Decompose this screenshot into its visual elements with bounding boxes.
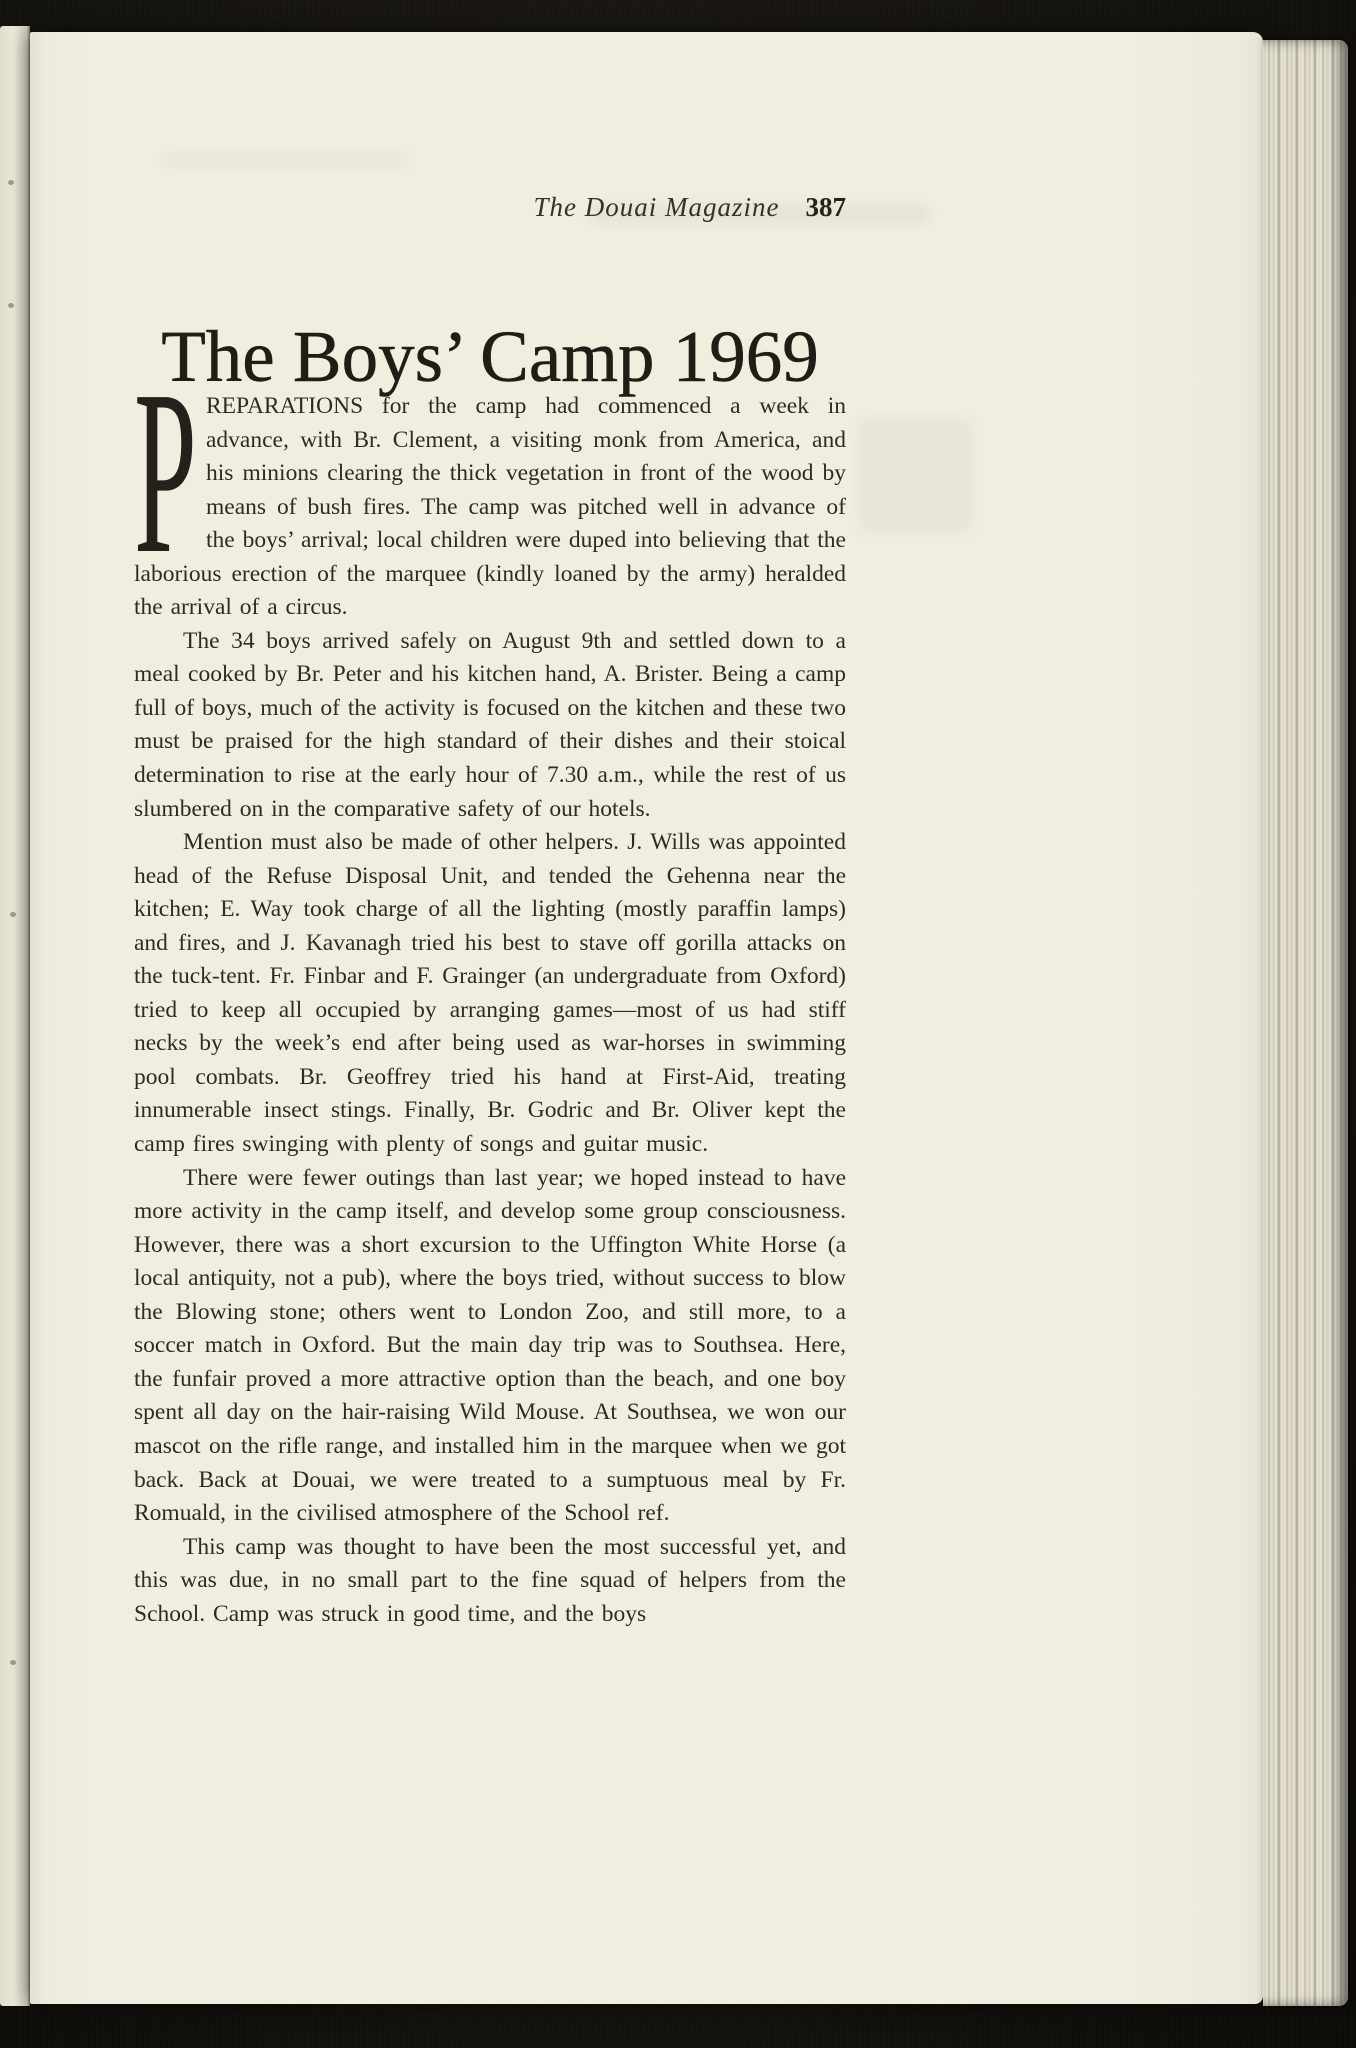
stitch-hole [10,912,16,917]
paragraph: This camp was thought to have been the most successful yet, and this was due, in no small part to the fine squad of helpers from the School. Camp was struck in good time, and the boys [134,1533,846,1627]
magazine-title: The Douai Magazine [533,192,780,222]
fore-edge-page-stack [1263,40,1348,2006]
show-through-smudge [160,152,410,168]
paragraph: Mention must also be made of other helpers. J. Wills was appointed head of the Refuse Disposal Unit, and tended the Gehenna near the kitchen; E. Way took charge of all the lighting (mostly paraffin lamps) and fires, and J. Kavanagh tried his best to stave off gorilla attacks on the tuck-tent. Fr. Finbar and F. Grainger (an undergraduate from Oxford) tried to keep all occupied by arranging games—most of us had stiff necks by the week’s end after being used as war-horses in swimming pool combats. Br. Geoffrey tried his hand at First-Aid, treating innumerable insect stings. Finally, Br. Godric and Br. Oliver kept the camp fires swinging with plenty of songs and guitar music. [134,829,846,1158]
paragraph: There were fewer outings than last year; we hoped instead to have more activity in the camp itself, and develop some group consciousness. However, there was a short excursion to the Uffington White Horse (a local antiquity, not a pub), where the boys tried, without success to blow the Blowing stone; others went to London Zoo, and still more, to a soccer match in Oxford. But the main day trip was to Southsea. Here, the funfair proved a more attractive option than the beach, and one boy spent all day on the hair-raising Wild Mouse. At Southsea, we won our mascot on the rifle range, and installed him in the marquee when we got back. Back at Douai, we were treated to a sumptuous meal by Fr. Romuald, in the civilised atmosphere of the School ref. [134,1164,846,1527]
facing-page-edge [0,26,30,2006]
running-head [134,192,846,223]
drop-cap: P [134,342,197,602]
stitch-hole [8,180,14,185]
show-through-smudge [858,418,973,533]
magazine-page [30,32,1263,2004]
paragraph-text: REPARATIONS for the camp had commenced a week in advance, with Br. Clement, a visiting monk from America, and his minions clearing the thick vegetation in front of the wood by means of bush fires. The camp was pitched well in advance of the boys’ arrival; local children were duped into believing that the laborious erection of the marquee (kindly loaned by the army) heralded the arrival of a circus. [134,393,846,621]
article-title: The Boys’ Camp 1969 [161,315,819,397]
paragraph: The 34 boys arrived safely on August 9th and settled down to a meal cooked by Br. Peter and his kitchen hand, A. Brister. Being a camp full of boys, much of the activity is focused on the kitchen and these two must be praised for the high standard of their dishes and their stoical determination to rise at the early hour of 7.30 a.m., while the rest of us slumbered on in the comparative safety of our hotels. [134,627,846,822]
stitch-hole [10,1660,16,1665]
page-number: 387 [805,192,846,222]
stitch-hole [8,303,14,308]
